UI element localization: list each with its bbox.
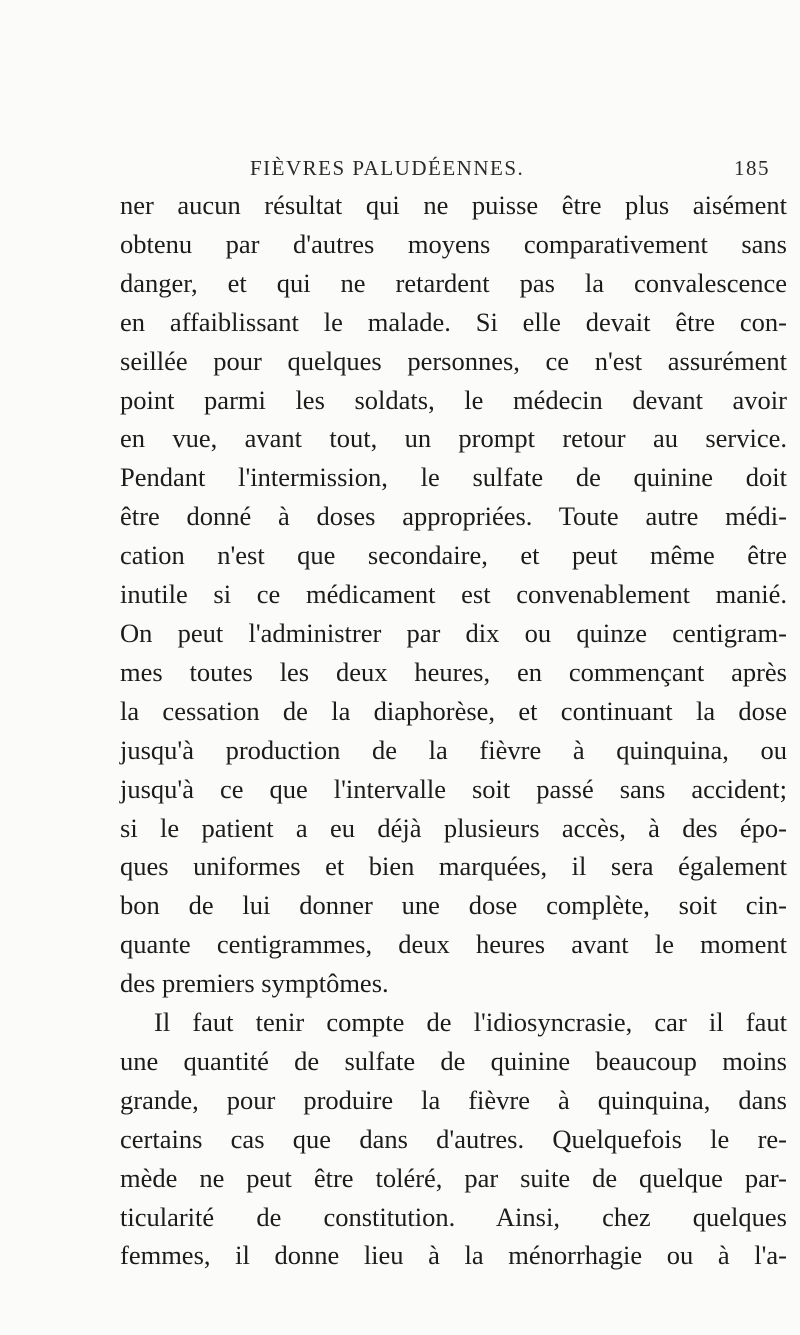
text-line: femmes, il donne lieu à la ménorrhagie ou à l'a- xyxy=(120,1240,787,1271)
text-line: cation n'est que secondaire, et peut même être xyxy=(120,540,787,571)
running-head xyxy=(250,156,770,184)
text-line: en affaiblissant le malade. Si elle devait être con- xyxy=(120,306,787,337)
text-line: certains cas que dans d'autres. Quelquefois le re- xyxy=(120,1123,787,1154)
text-line: danger, et qui ne retardent pas la convalescence xyxy=(120,267,787,298)
text-line: seillée pour quelques personnes, ce n'est assurément xyxy=(120,345,787,376)
text-line: bon de lui donner une dose complète, soit cin- xyxy=(120,890,787,921)
text-line: grande, pour produire la fièvre à quinquina, dans xyxy=(120,1084,787,1115)
text-line: si le patient a eu déjà plusieurs accès, à des épo- xyxy=(120,812,787,843)
text-line: obtenu par d'autres moyens comparativement sans xyxy=(120,228,787,259)
text-line: la cessation de la diaphorèse, et continuant la dose xyxy=(120,695,787,726)
text-line: inutile si ce médicament est convenablement manié. xyxy=(120,579,787,610)
text-line: Pendant l'intermission, le sulfate de quinine doit xyxy=(120,462,787,493)
text-line: On peut l'administrer par dix ou quinze centigram- xyxy=(120,617,787,648)
text-line: jusqu'à ce que l'intervalle soit passé sans accident; xyxy=(120,773,787,804)
text-line: mes toutes les deux heures, en commençant après xyxy=(120,656,787,687)
body-text xyxy=(120,186,800,1275)
text-line: ques uniformes et bien marquées, il sera également xyxy=(120,851,787,882)
text-line: en vue, avant tout, un prompt retour au service. xyxy=(120,423,787,454)
text-line: mède ne peut être toléré, par suite de quelque par- xyxy=(120,1162,787,1193)
text-line: ner aucun résultat qui ne puisse être plus aisément xyxy=(120,190,787,220)
text-line: point parmi les soldats, le médecin devant avoir xyxy=(120,384,787,415)
page-number: 185 xyxy=(734,156,770,180)
running-title: FIÈVRES PALUDÉENNES. xyxy=(250,156,525,180)
text-line: être donné à doses appropriées. Toute autre médi- xyxy=(120,501,787,532)
text-line: ticularité de constitution. Ainsi, chez quelques xyxy=(120,1201,787,1232)
text-line: des premiers symptômes. xyxy=(120,968,389,999)
text-line: Il faut tenir compte de l'idiosyncrasie, car il faut xyxy=(154,1007,787,1038)
text-line: quante centigrammes, deux heures avant le moment xyxy=(120,929,787,960)
text-line: une quantité de sulfate de quinine beaucoup moins xyxy=(120,1045,787,1076)
text-line: jusqu'à production de la fièvre à quinquina, ou xyxy=(120,734,787,765)
